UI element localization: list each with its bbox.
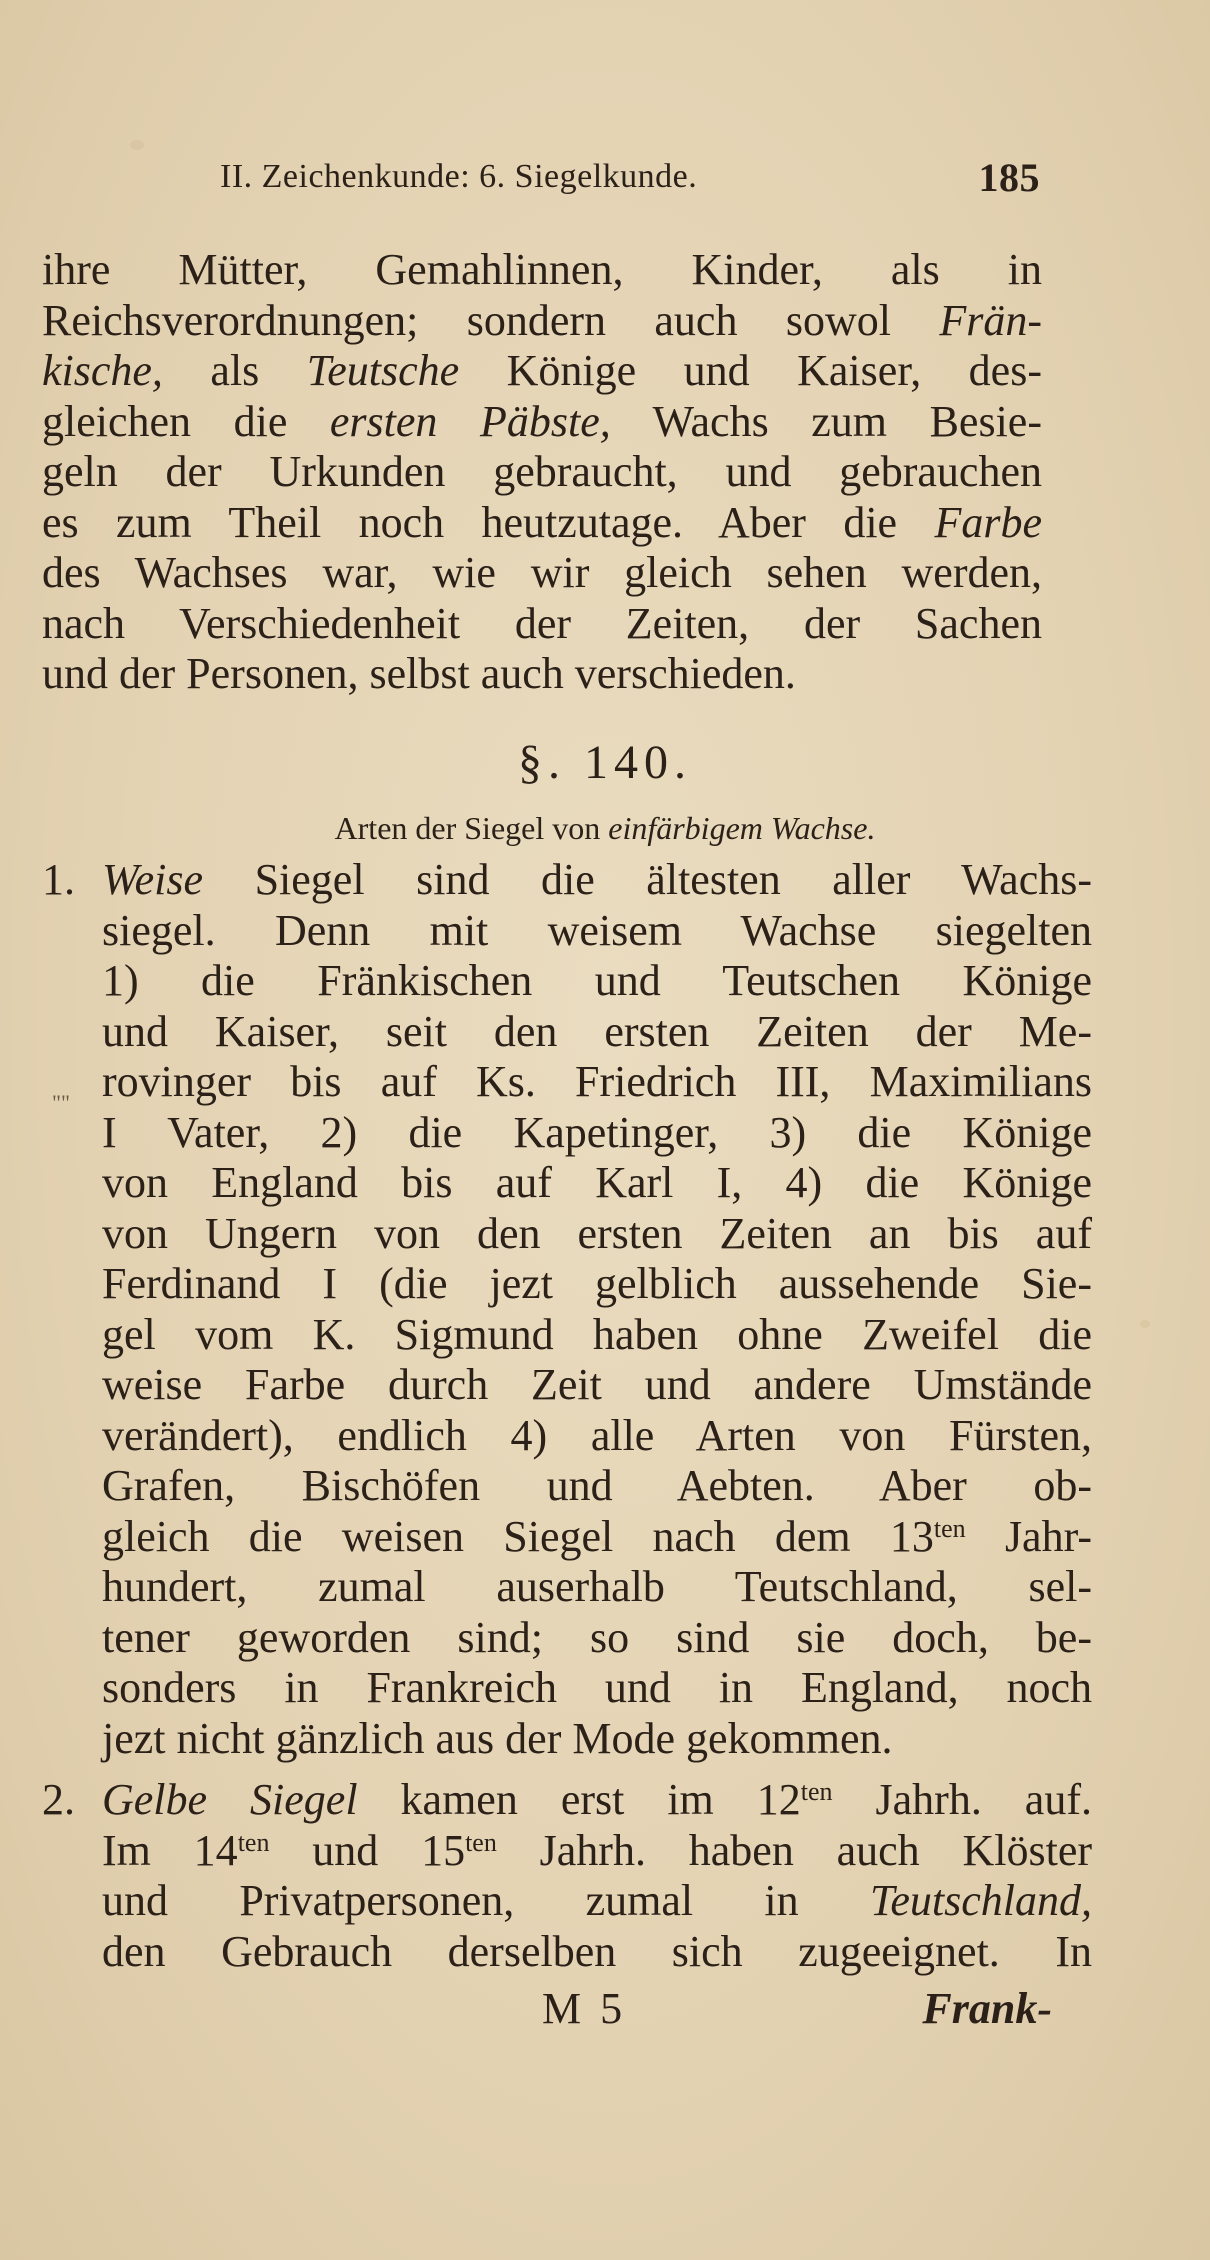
text-line: den Gebrauch derselben sich zugeeignet. In — [102, 1926, 1092, 1976]
text-line: es zum Theil noch heutzutage. Aber die Farbe — [42, 497, 1042, 547]
superscript: ten — [933, 1513, 966, 1543]
text-line — [102, 1876, 1092, 1927]
text-line — [102, 1775, 1092, 1826]
margin-mark: "" — [52, 1090, 70, 1115]
text-line: I Vater, 2) die Kapetinger, 3) die Könige — [102, 1107, 1092, 1157]
paragraph-intro — [42, 245, 1042, 700]
running-title: II. Zeichenkunde: 6. Siegelkunde. — [220, 158, 698, 195]
text-line — [102, 1512, 1092, 1563]
text-segment: Teutschland, — [869, 1876, 1093, 1925]
text-line: geln der Urkunden gebraucht, und gebrauchen — [42, 447, 1042, 496]
section-title — [0, 810, 1210, 847]
text-line: Weise Siegel sind die ältesten aller Wachs- — [102, 855, 1092, 904]
text-line: jezt nicht gänzlich aus der Mode gekommen. — [102, 1713, 893, 1763]
superscript: ten — [465, 1827, 497, 1857]
item-number: 2. — [42, 1775, 75, 1824]
text-line: des Wachses war, wie wir gleich sehen werden, — [42, 548, 1042, 597]
text-line — [102, 1826, 1092, 1877]
item-body — [102, 1775, 1092, 1977]
text-segment: Im 14 — [102, 1825, 238, 1875]
item-number: 1. — [42, 855, 75, 904]
page-number: 185 — [978, 155, 1040, 200]
text-line: nach Verschiedenheit der Zeiten, der Sachen — [42, 598, 1042, 648]
catchline — [42, 1983, 1052, 2037]
text-line: 1) die Fränkischen und Teutschen Könige — [102, 956, 1092, 1005]
paper-stain — [130, 140, 144, 150]
superscript: ten — [800, 1777, 833, 1806]
text-line: hundert, zumal auserhalb Teutschland, sel- — [102, 1562, 1092, 1611]
text-line: kische, als Teutsche Könige und Kaiser, des- — [42, 346, 1042, 395]
text-line: und Kaiser, seit den ersten Zeiten der Me- — [102, 1006, 1092, 1056]
text-line: Ferdinand I (die jezt gelblich aussehende Sie- — [102, 1259, 1092, 1308]
text-line: von England bis auf Karl I, 4) die Könige — [102, 1158, 1092, 1207]
text-segment: Jahr- — [1004, 1511, 1093, 1561]
section-title-plain: Arten der Siegel von — [334, 810, 601, 846]
page-header — [220, 155, 1040, 208]
text-line: ihre Mütter, Gemahlinnen, Kinder, als in — [42, 245, 1042, 294]
text-line: weise Farbe durch Zeit und andere Umstände — [102, 1360, 1092, 1409]
text-line: rovinger bis auf Ks. Friedrich III, Maximilians — [102, 1057, 1092, 1106]
text-line: gleichen die ersten Päbste, Wachs zum Besie- — [42, 396, 1042, 446]
item-body — [102, 855, 1092, 1764]
text-segment: und 15 — [312, 1825, 466, 1875]
text-line: tener geworden sind; so sind sie doch, be- — [102, 1612, 1092, 1662]
section-title-italic: einfärbigem Wachse. — [608, 810, 876, 846]
text-segment: Jahrh. auf. — [875, 1775, 1092, 1824]
text-line: Grafen, Bischöfen und Aebten. Aber ob- — [102, 1461, 1092, 1510]
text-segment: Gelbe Siegel — [102, 1775, 358, 1824]
text-line: von Ungern von den ersten Zeiten an bis auf — [102, 1208, 1092, 1258]
paper-stain — [1140, 1320, 1150, 1328]
text-segment: und Privatpersonen, zumal in — [102, 1876, 799, 1925]
text-line: siegel. Denn mit weisem Wachse siegelten — [102, 905, 1092, 955]
catchword: Frank- — [922, 1984, 1052, 2033]
text-line: und der Personen, selbst auch verschieden. — [42, 649, 796, 698]
section-number: §. 140. — [518, 736, 692, 789]
text-line: verändert), endlich 4) alle Arten von Fürsten, — [102, 1410, 1092, 1460]
superscript: ten — [237, 1827, 270, 1857]
text-segment: Jahrh. haben auch Klöster — [539, 1825, 1093, 1875]
signature-mark: M 5 — [542, 1984, 627, 2033]
text-line: gel vom K. Sigmund haben ohne Zweifel die — [102, 1309, 1092, 1359]
text-line: sonders in Frankreich und in England, noch — [102, 1663, 1092, 1712]
text-line: Reichsverordnungen; sondern auch sowol Frän- — [42, 295, 1042, 345]
text-segment: gleich die weisen Siegel nach dem 13 — [102, 1511, 934, 1561]
text-segment: kamen erst im 12 — [400, 1775, 801, 1824]
